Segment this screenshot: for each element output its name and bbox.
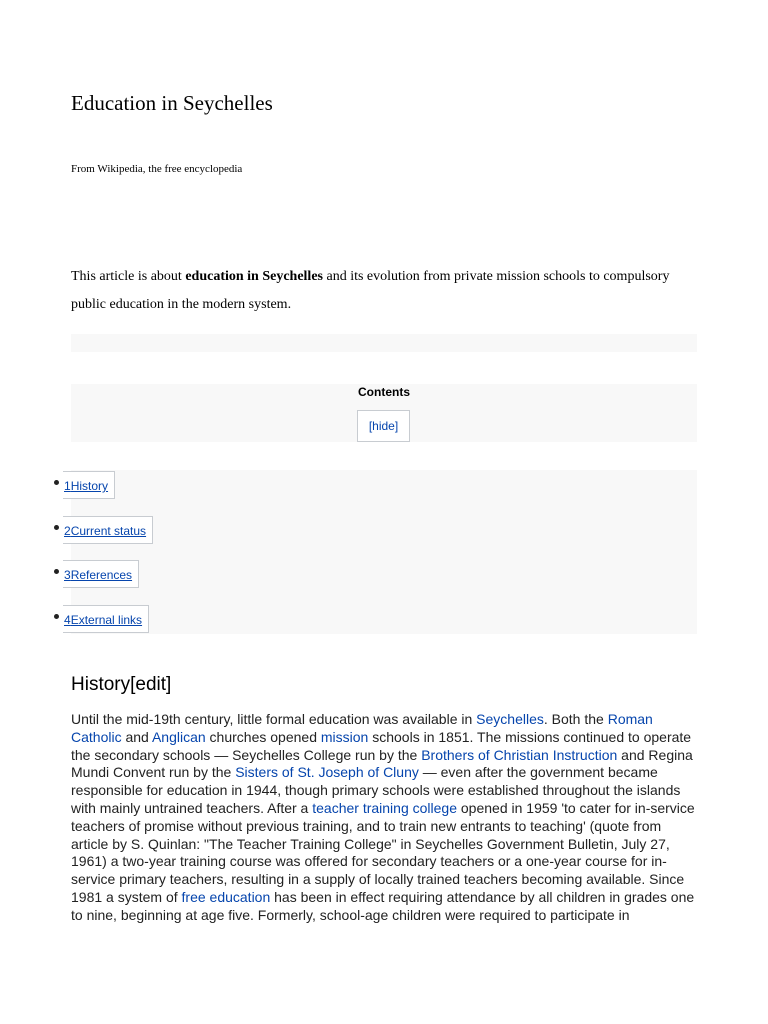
toc-label: History: [70, 479, 109, 493]
toc-hide-button[interactable]: [357, 410, 410, 442]
toc-toggle-open-bracket: [: [368, 419, 373, 433]
link-anglican[interactable]: Anglican: [151, 728, 206, 745]
history-paragraph: [71, 711, 701, 925]
link-teacher-training-college[interactable]: teacher training college: [312, 799, 457, 816]
text-run: and: [121, 728, 152, 745]
divider-strip: [71, 334, 697, 352]
text-run: Until the mid-19th century, little formal education was available in: [71, 711, 477, 727]
link-roman-catholic[interactable]: Roman Catholic: [71, 711, 653, 745]
toc-number: 1: [64, 479, 71, 493]
hatnote-subject: education in Seychelles: [185, 269, 323, 284]
toc-link-external-links[interactable]: [63, 605, 149, 633]
text-run: schools in 1851. The missions continued to operate the secondary schools — Seychelles College run by the: [71, 728, 692, 763]
edit-open-bracket: [: [130, 674, 136, 695]
toc-label: References: [70, 568, 133, 582]
toc-list: [64, 470, 697, 634]
link-free-education[interactable]: free education: [181, 888, 271, 905]
bullet-icon: [54, 614, 59, 619]
section-heading-history: [71, 671, 171, 699]
edit-close-bracket: ]: [166, 674, 172, 695]
bullet-icon: [54, 569, 59, 574]
toc-link-current-status[interactable]: [63, 516, 153, 544]
bullet-icon: [54, 480, 59, 485]
hatnote-prefix: This article is about: [71, 269, 186, 284]
toc-label: Current status: [70, 524, 147, 538]
hatnote: [71, 263, 697, 319]
toc-toggle-label: hide: [372, 419, 395, 433]
link-seychelles[interactable]: Seychelles: [476, 711, 544, 727]
toc-number: 2: [64, 524, 71, 538]
site-tagline: From Wikipedia, the free encyclopedia: [71, 163, 243, 175]
text-run: and Regina Mundi Convent run by the: [71, 746, 693, 781]
text-run: . Both the: [543, 711, 608, 727]
page-title: Education in Seychelles: [71, 91, 273, 115]
text-run: churches opened: [205, 728, 321, 745]
toc-label: External links: [70, 613, 143, 627]
hatnote-suffix: and its evolution from private mission schools to compulsory public education in the modern system.: [71, 269, 670, 312]
edit-section-link[interactable]: edit: [135, 674, 167, 695]
text-run: — even after the government became responsible for education in 1944, though primary schools were established throughout the islands with mainly untrained teachers. After a: [71, 764, 681, 816]
section-heading-text: History: [71, 674, 131, 695]
toc-number: 4: [64, 613, 71, 627]
link-brothers-of-christian-instruction[interactable]: Brothers of Christian Instruction: [421, 746, 618, 763]
bullet-icon: [54, 525, 59, 530]
link-sisters-of-st-joseph-of-cluny[interactable]: Sisters of St. Joseph of Cluny: [235, 764, 419, 781]
text-run: opened in 1959 'to cater for in-service teachers of promise without previous training, and to train new entrants to teaching' (quote from article by S. Quinlan: "The Teacher Training College" in Seychelles Government Bulletin, July 27, 1961) a two-year training course was offered for secondary teachers or a one-year course for in-service primary teachers, resulting in a supply of locally trained teachers becoming available. Since 1981 a system of: [71, 799, 695, 905]
link-mission[interactable]: mission: [320, 728, 369, 745]
toc-link-history[interactable]: [63, 471, 115, 499]
text-run: has been in effect requiring attendance by all children in grades one to nine, beginning at age five. Formerly, school-age children were required to participate in: [71, 888, 695, 923]
toc-title: Contents: [358, 385, 410, 399]
toc-link-references[interactable]: [63, 560, 139, 588]
toc-header: [71, 384, 697, 442]
toc-toggle-close-bracket: ]: [394, 419, 399, 433]
toc-number: 3: [64, 568, 71, 582]
